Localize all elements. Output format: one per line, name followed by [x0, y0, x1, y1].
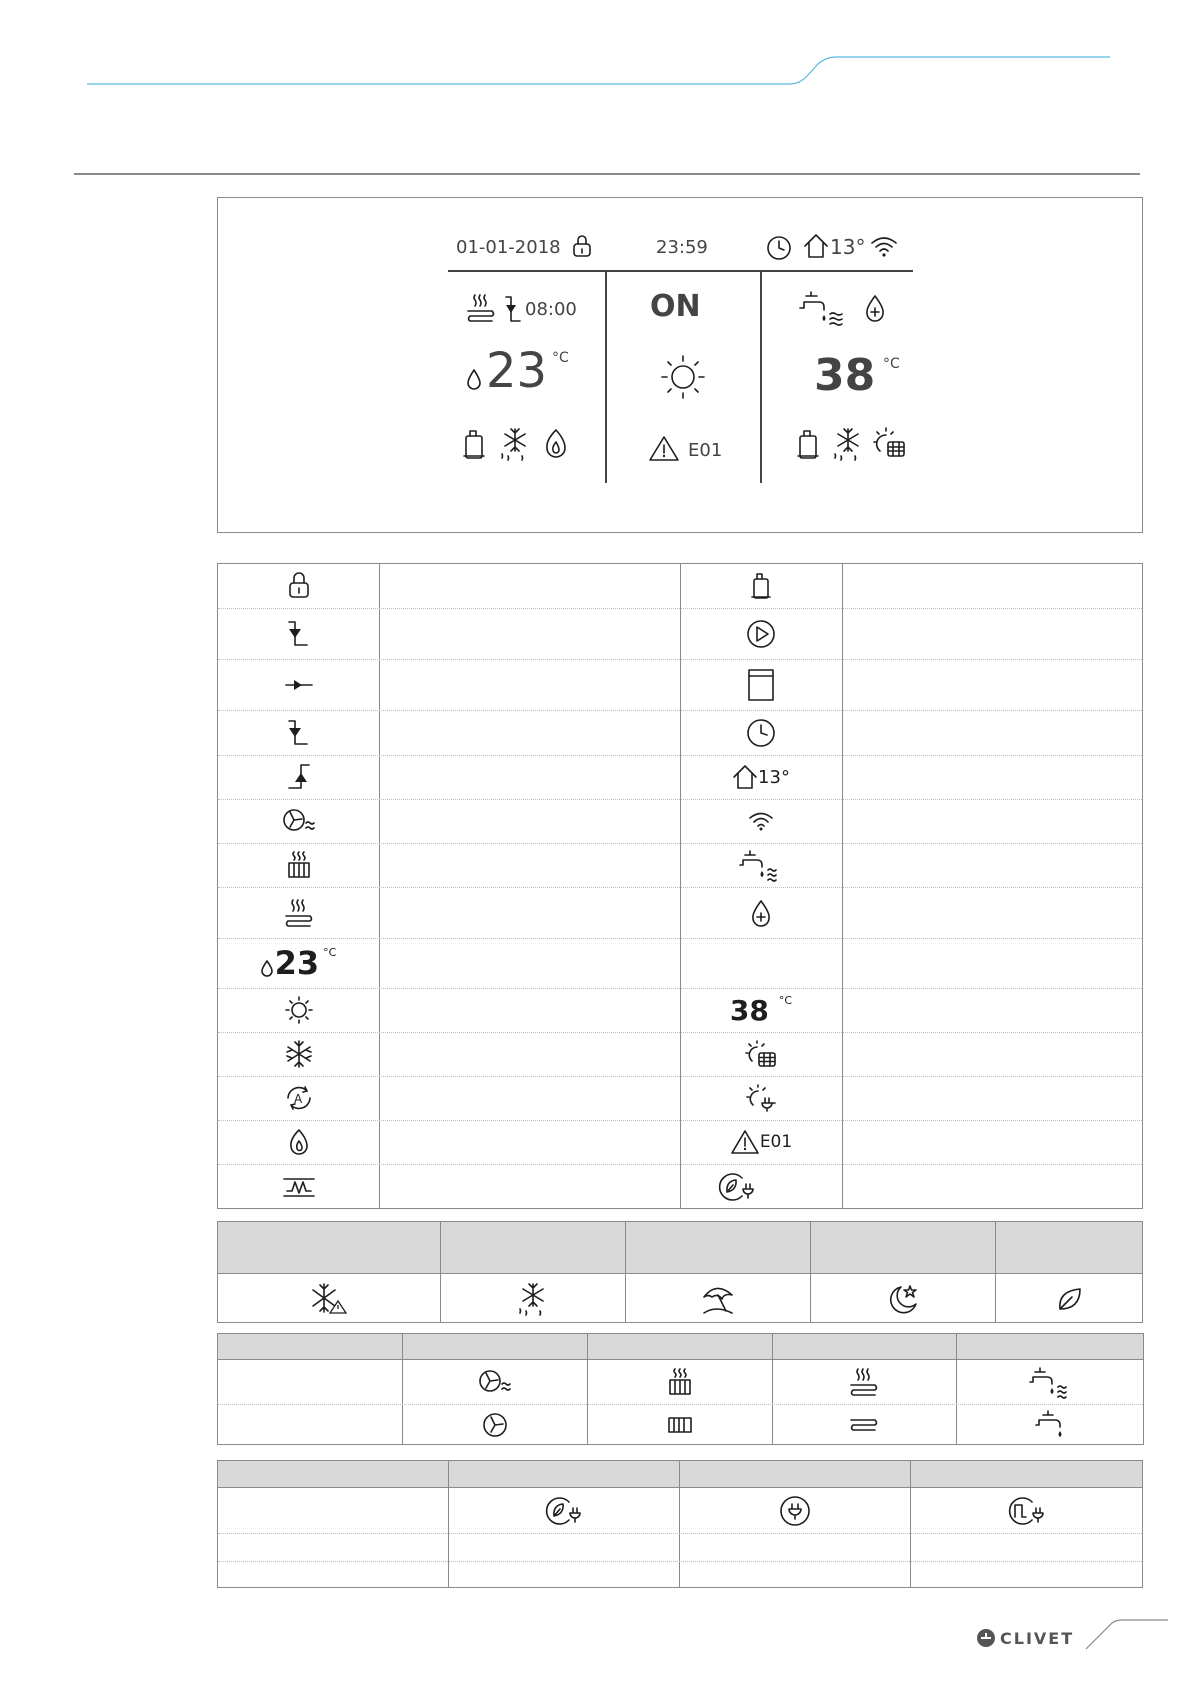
flame-icon	[542, 428, 570, 458]
lock-icon	[287, 571, 311, 601]
legend-row-snowflake	[218, 1032, 379, 1076]
legend-row-timer-down-2	[218, 710, 379, 755]
legend-water-temp-unit: °C	[778, 994, 793, 1007]
plug-icon	[779, 1495, 811, 1527]
defrost-icon	[516, 1281, 550, 1317]
display-left-unit: °C	[552, 350, 569, 366]
solar-plug-icon	[745, 1083, 777, 1113]
terminals-table	[217, 1333, 1144, 1445]
legend-row-water-boost	[680, 887, 842, 938]
legend-row-alarm	[680, 1120, 842, 1164]
legend-row-timer-down	[218, 608, 379, 659]
snow-alert-icon	[309, 1282, 349, 1316]
brand-logo	[976, 1628, 1074, 1648]
arrow-right-icon	[284, 677, 314, 693]
display-divider-left	[605, 271, 607, 483]
defrost-icon	[831, 426, 865, 460]
power-cell-plug	[679, 1488, 910, 1533]
modes-cell-defrost	[440, 1274, 625, 1324]
legend-setpoint-value: 23	[274, 944, 320, 982]
terminals-table-header	[218, 1334, 1143, 1360]
display-date: 01-01-2018	[456, 237, 561, 258]
radiator-icon	[285, 850, 313, 880]
holiday-icon	[700, 1283, 736, 1315]
legend-row-arrow	[218, 659, 379, 710]
snowflake-icon	[284, 1039, 314, 1069]
terminals-cell-radiator-plain	[587, 1404, 772, 1446]
signal-plug-icon	[1008, 1495, 1046, 1527]
timer-down-icon	[503, 293, 523, 323]
floor-plain-icon	[849, 1416, 879, 1434]
modes-table-header	[218, 1222, 1142, 1274]
alarm-icon	[648, 434, 680, 462]
setpoint-drop-icon	[261, 959, 273, 977]
outdoor-house-icon	[732, 764, 758, 790]
radiator-icon	[666, 1367, 694, 1397]
display-outdoor-temp: 13°	[830, 235, 866, 259]
modes-cell-eco	[995, 1274, 1144, 1324]
legend-row-floor-heating	[218, 887, 379, 938]
outdoor-house-icon	[802, 232, 830, 260]
display-timer: 08:00	[525, 299, 577, 320]
legend-row-auto	[218, 1076, 379, 1120]
legend-row-eco-plug	[680, 1164, 842, 1210]
water-boost-icon	[864, 294, 886, 322]
terminals-cell-floor-heating	[772, 1360, 956, 1404]
auto-mode-icon	[284, 1083, 314, 1113]
legend-row-compressor	[680, 564, 842, 608]
tap-icon	[1034, 1408, 1068, 1442]
legend-row-tank	[680, 659, 842, 710]
clock-icon	[766, 235, 792, 261]
power-cell-signal-plug	[910, 1488, 1144, 1533]
eco-leaf-icon	[1056, 1285, 1084, 1313]
legend-water-temp-value: 38	[729, 993, 769, 1027]
modes-cell-snow-alert	[218, 1274, 440, 1324]
terminals-cell-radiator	[587, 1360, 772, 1404]
compressor-icon	[462, 428, 486, 460]
legend-row-solar-panel	[680, 1032, 842, 1076]
pump-icon	[746, 619, 776, 649]
legend-row-outdoor-temp	[680, 755, 842, 799]
footer-decoration-line	[1080, 1615, 1180, 1655]
display-status: ON	[650, 289, 701, 324]
controller-display-panel	[217, 197, 1143, 533]
solar-panel-icon	[872, 426, 908, 460]
modes-cell-holiday	[625, 1274, 810, 1324]
eco-plug-icon	[545, 1495, 583, 1527]
power-row-divider	[218, 1533, 1142, 1534]
brand-logo-text: CLIVET	[1000, 1628, 1075, 1648]
power-table-header	[218, 1461, 1142, 1488]
legend-col-divider-3	[842, 564, 843, 1208]
tank-icon	[747, 668, 775, 702]
timer-down-icon	[287, 718, 311, 748]
wifi-icon	[870, 234, 898, 258]
legend-alarm-code: E01	[759, 1132, 793, 1152]
eco-plug-icon	[718, 1171, 756, 1203]
flame-icon	[286, 1128, 312, 1156]
legend-row-flame	[218, 1120, 379, 1164]
terminals-cell-tap	[956, 1404, 1145, 1446]
solar-panel-icon	[744, 1039, 778, 1069]
clivet-logo-icon	[976, 1628, 996, 1648]
modes-cell-night	[810, 1274, 995, 1324]
display-top-divider	[448, 270, 913, 272]
setpoint-drop-icon	[466, 368, 482, 390]
fan-coil-icon	[478, 1368, 512, 1396]
terminals-cell-fan	[402, 1404, 587, 1446]
power-cell-eco-plug	[448, 1488, 679, 1533]
legend-row-setpoint-temp	[218, 938, 379, 988]
electric-heater-icon	[282, 1176, 316, 1198]
sun-icon	[284, 995, 314, 1025]
legend-row-sun	[218, 988, 379, 1032]
hot-water-tap-icon	[798, 288, 852, 328]
terminals-cell-floor-plain	[772, 1404, 956, 1446]
compressor-icon	[796, 428, 820, 460]
radiator-plain-icon	[666, 1415, 694, 1435]
modes-table	[217, 1221, 1143, 1323]
display-divider-right	[760, 271, 762, 483]
display-left-temp: 23	[486, 343, 548, 399]
defrost-icon	[498, 426, 532, 460]
legend-row-fan-coil	[218, 799, 379, 843]
floor-heating-icon	[284, 898, 314, 928]
hot-water-tap-icon	[1028, 1365, 1074, 1399]
compressor-icon	[750, 571, 772, 601]
legend-row-hot-water-tap	[680, 843, 842, 887]
legend-row-lock	[218, 564, 379, 608]
header-decoration-line	[0, 0, 1191, 190]
terminals-cell-fan-coil	[402, 1360, 587, 1404]
legend-row-solar-plug	[680, 1076, 842, 1120]
legend-row-clock	[680, 710, 842, 755]
timer-down-icon	[287, 619, 311, 649]
terminals-cell-hot-water	[956, 1360, 1145, 1404]
sun-icon	[659, 353, 707, 401]
timer-up-icon	[287, 762, 311, 792]
legend-row-timer-up	[218, 755, 379, 799]
hot-water-tap-icon	[738, 848, 784, 882]
legend-row-electric-heater	[218, 1164, 379, 1210]
display-right-temp: 38	[814, 350, 876, 401]
legend-row-radiator	[218, 843, 379, 887]
display-time: 23:59	[656, 237, 708, 258]
water-boost-icon	[750, 899, 772, 927]
display-right-unit: °C	[883, 356, 900, 372]
svg-text:A: A	[293, 1092, 302, 1106]
floor-heating-icon	[849, 1367, 879, 1397]
floor-heating-icon	[466, 293, 496, 323]
display-error-code: E01	[688, 440, 723, 461]
night-mode-icon	[886, 1283, 920, 1315]
legend-row-wifi	[680, 799, 842, 843]
wifi-icon	[748, 810, 774, 832]
legend-row-pump	[680, 608, 842, 659]
clock-icon	[746, 718, 776, 748]
power-table	[217, 1460, 1143, 1588]
power-row-divider	[218, 1561, 1142, 1562]
legend-setpoint-unit: °C	[323, 946, 337, 959]
fan-coil-icon	[282, 807, 316, 835]
icon-legend-table	[217, 563, 1143, 1209]
legend-row-water-temp	[680, 988, 842, 1032]
fan-icon	[481, 1411, 509, 1439]
legend-col-divider-1	[379, 564, 380, 1208]
alarm-icon	[730, 1129, 760, 1155]
lock-icon	[570, 234, 594, 260]
legend-outdoor-temp-value: 13°	[758, 766, 790, 788]
